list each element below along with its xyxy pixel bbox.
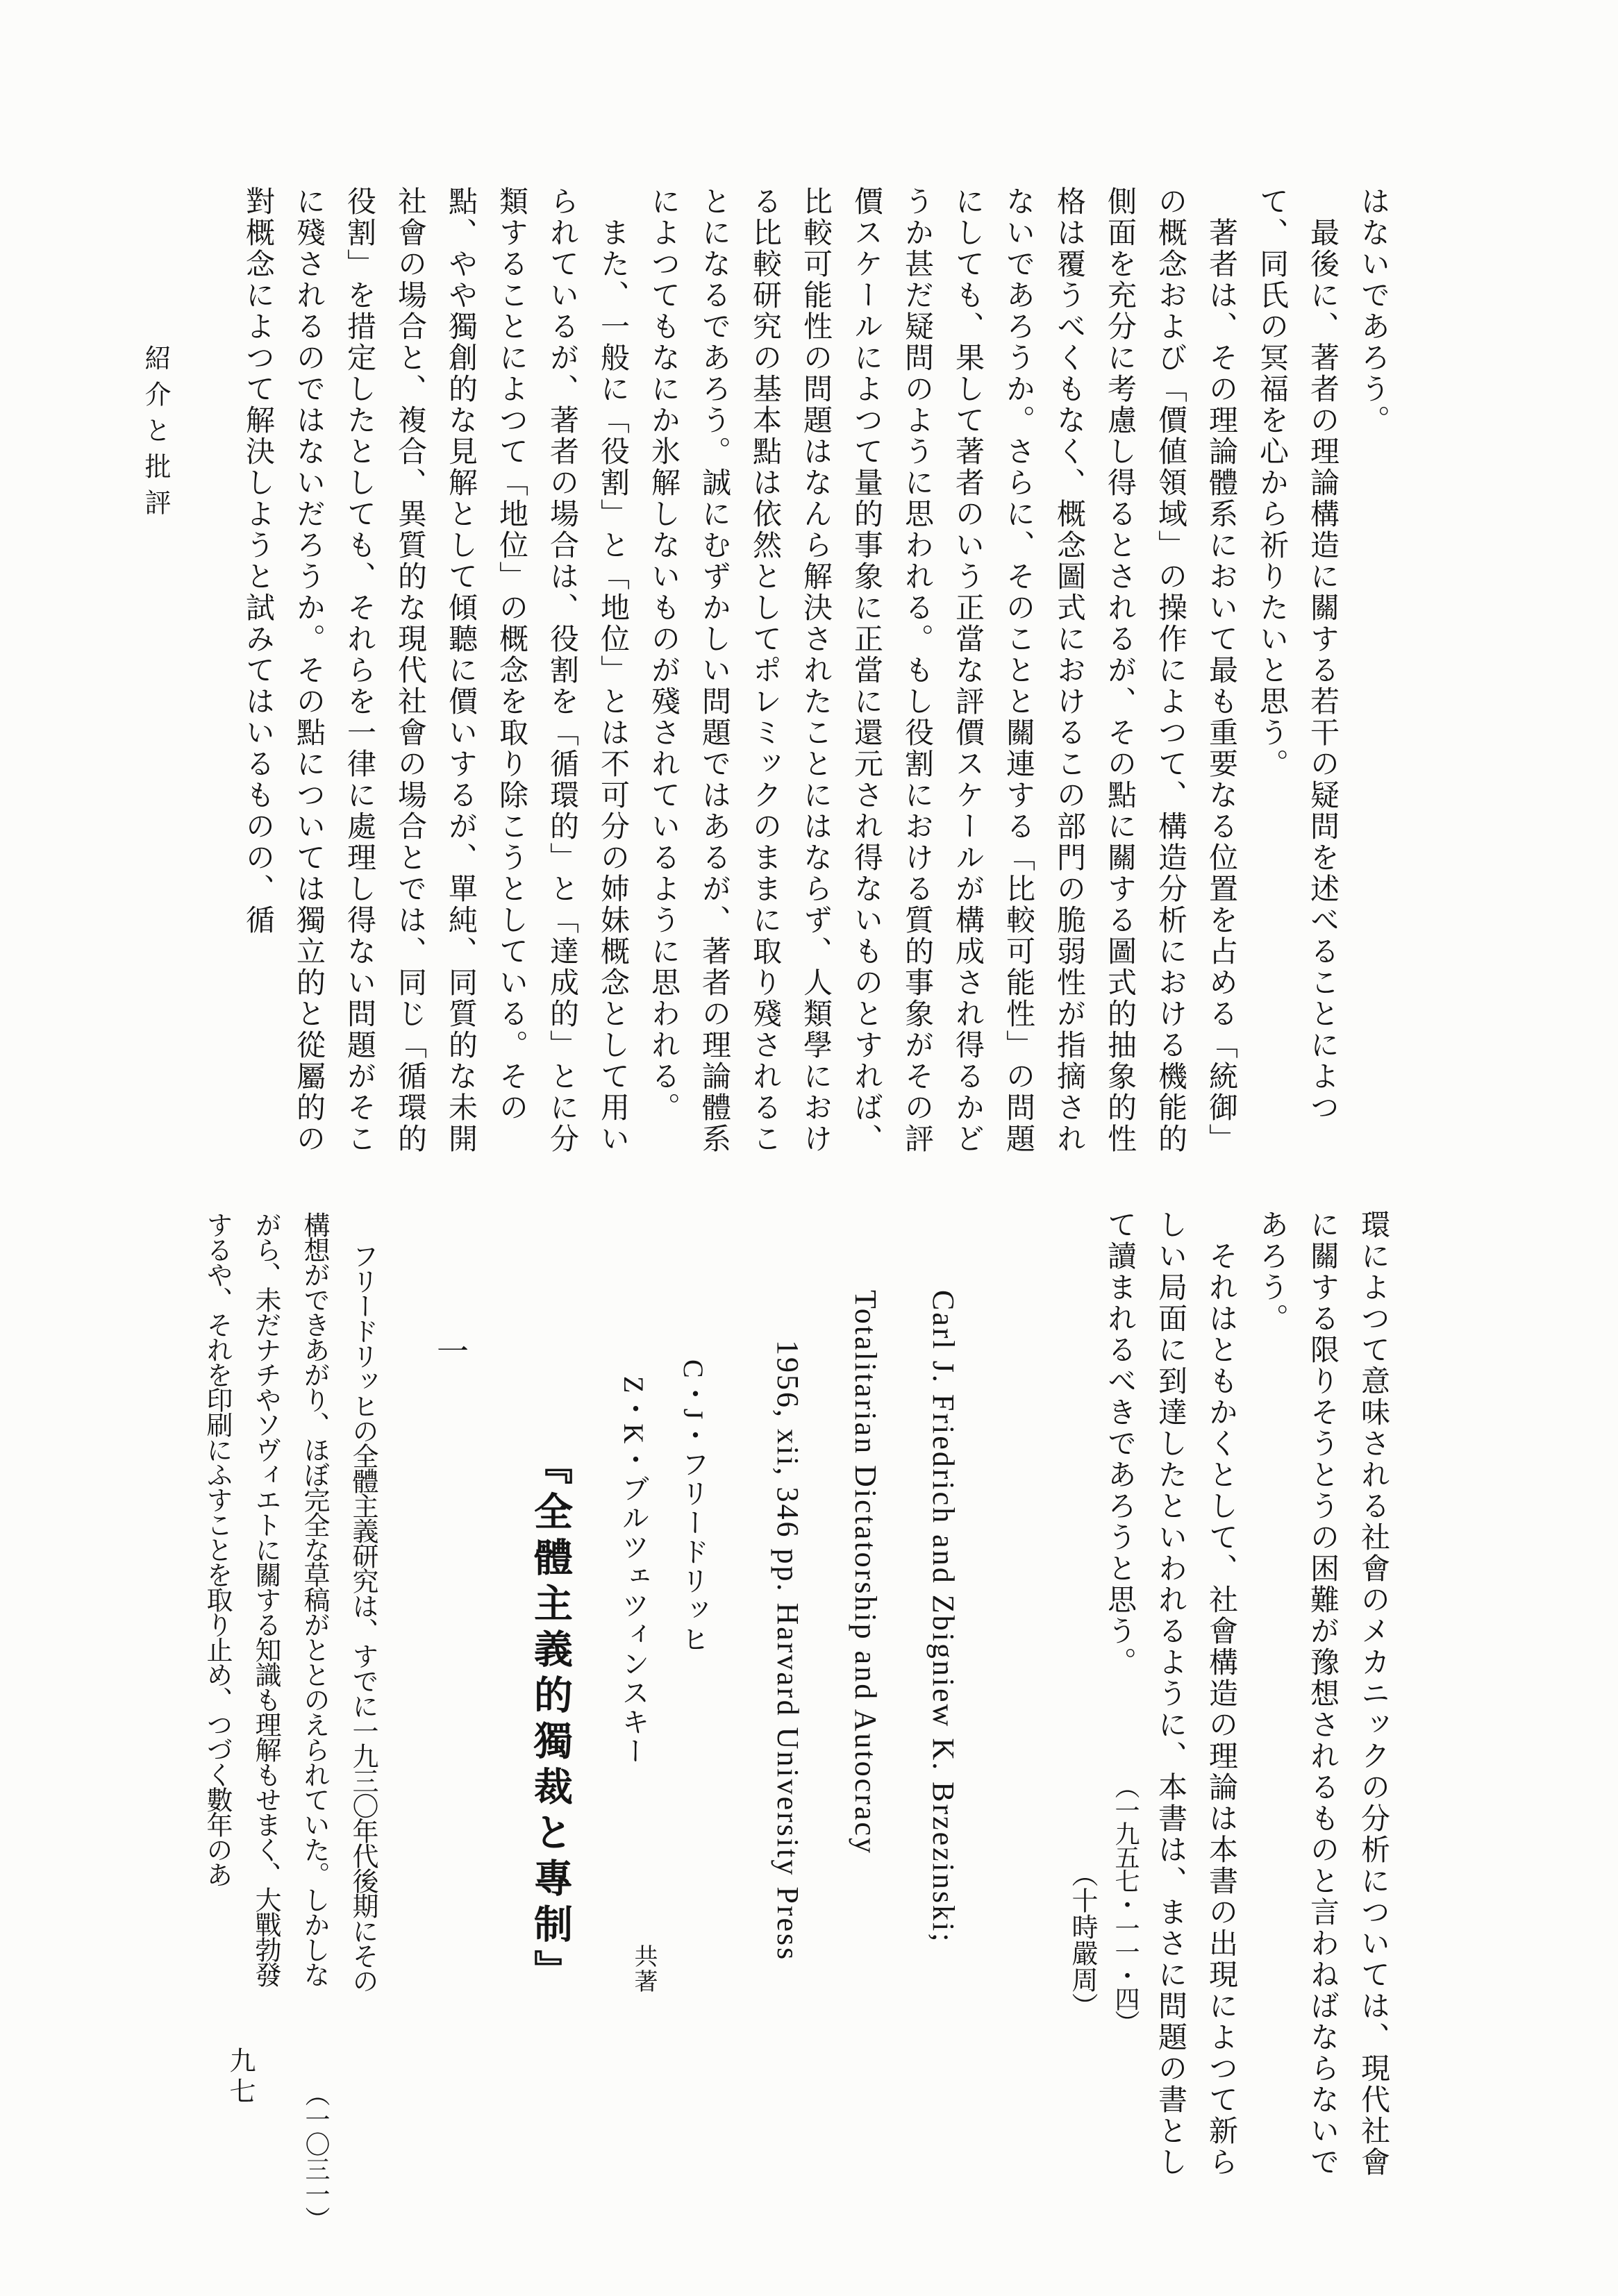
book-title-japanese: 『全體主義的獨裁と專制』 [528, 1446, 572, 1995]
vertical-text-paragraph: 著者は、その理論體系において最も重要なる位置を占める「統御」の概念および「價値領域」の操作によつて、構造分析における機能的側面を充分に考慮し得るとされるが、その點に關する圖式的抽象的性格は覆うべくもなく、概念圖式におけるこの部門の脆弱性が指摘されないであろうか。さらに、そのことと關連する「比較可能性」の問題にしても、果して著者のいう正當な評價スケールが構成され得るかどうか甚だ疑問のように思われる。もし役割における質的事象がその評價スケールによつて量的事象に正當に還元され得ないものとすれば、比較可能性の問題はなんら解決されたことにはならず、人類學における比較研究の基本點は依然としてポレミックのままに取り殘されることになるであろう。誠にむずかしい問題ではあるが、著者の理論體系によつてもなにか氷解しないものが殘されているように思われる。 [647, 186, 1237, 1155]
citation-line: Totalitarian Dictatorship and Autocracy [849, 1290, 883, 1856]
section-running-header: 紹介と批評 [140, 344, 169, 525]
journal-page-number: （一〇三一） [302, 2081, 330, 2231]
vertical-text-paragraph: フリードリッヒの全體主義研究は、すでに一九三〇年代後期にその構想ができあがり、ほぼ完全な草稿がととのえられていた。しかしながら、未だナチやソヴィエトに關する知識も理解もせまく、大戰勃發するや、それを印刷にふすことを取り止め、つづく數年のあ [202, 1212, 377, 1993]
section-number: 一 [433, 1334, 468, 1366]
review-ending-upper-block [232, 186, 1398, 1158]
citation-line: Carl J. Friedrich and Zbigniew K. Brzezinski; [926, 1290, 960, 1944]
vertical-text-paragraph: また、一般に「役割」と「地位」とは不可分の姉妹概念として用いられているが、著者の場合は、役割を「循環的」と「達成的」とに分類することによつて「地位」の概念を取り除こうとしている。その點、やや獨創的な見解として傾聽に價いするが、單純、同質的な未開社會の場合と、複合、異質的な現代社會の場合とでは、同じ「循環的役割」を措定したとしても、それらを一律に處理し得ない問題がそこに殘されるのではないだろうか。その點については獨立的と從屬的の對概念によつて解決しようと試みてはいるものの、循 [242, 186, 628, 1155]
coauthor-label: 共著 [631, 1944, 656, 1994]
page-number: 九七 [225, 2047, 254, 2108]
vertical-text-paragraph: 環によつて意味される社會のメカニックの分析については、現代社會に關する限りそうとうの困難が豫想されるものと言わねばならないであろう。 [1256, 1209, 1389, 2178]
review-date: （一九五七・一一・四） [1112, 1774, 1140, 2034]
authors-japanese [594, 1359, 713, 1766]
vertical-text-paragraph: それはともかくとして、社會構造の理論は本書の出現によつて新らしい局面に到達したといわれるように、本書は、まさに問題の書として讀まれるべきであろうと思う。 [1103, 1209, 1237, 2178]
vertical-text-paragraph: はないであろう。 [1357, 186, 1389, 436]
review-body-block [192, 1212, 387, 2006]
author-name: C・J・フリードリッヒ [678, 1359, 709, 1654]
citation-line: 1956, xii, 346 pp. Harvard University Press [771, 1340, 805, 1962]
book-citation-english [728, 1290, 961, 2186]
author-name: Z・K・ブルツェツィンスキー [618, 1376, 649, 1766]
review-ending-lower-block [1094, 1209, 1398, 2180]
vertical-text-paragraph: 最後に、著者の理論構造に關する若干の疑問を述べることによつて、同氏の冥福を心から祈りたいと思う。 [1256, 186, 1338, 1123]
reviewer-signature: （十時嚴周） [1067, 1861, 1096, 2019]
